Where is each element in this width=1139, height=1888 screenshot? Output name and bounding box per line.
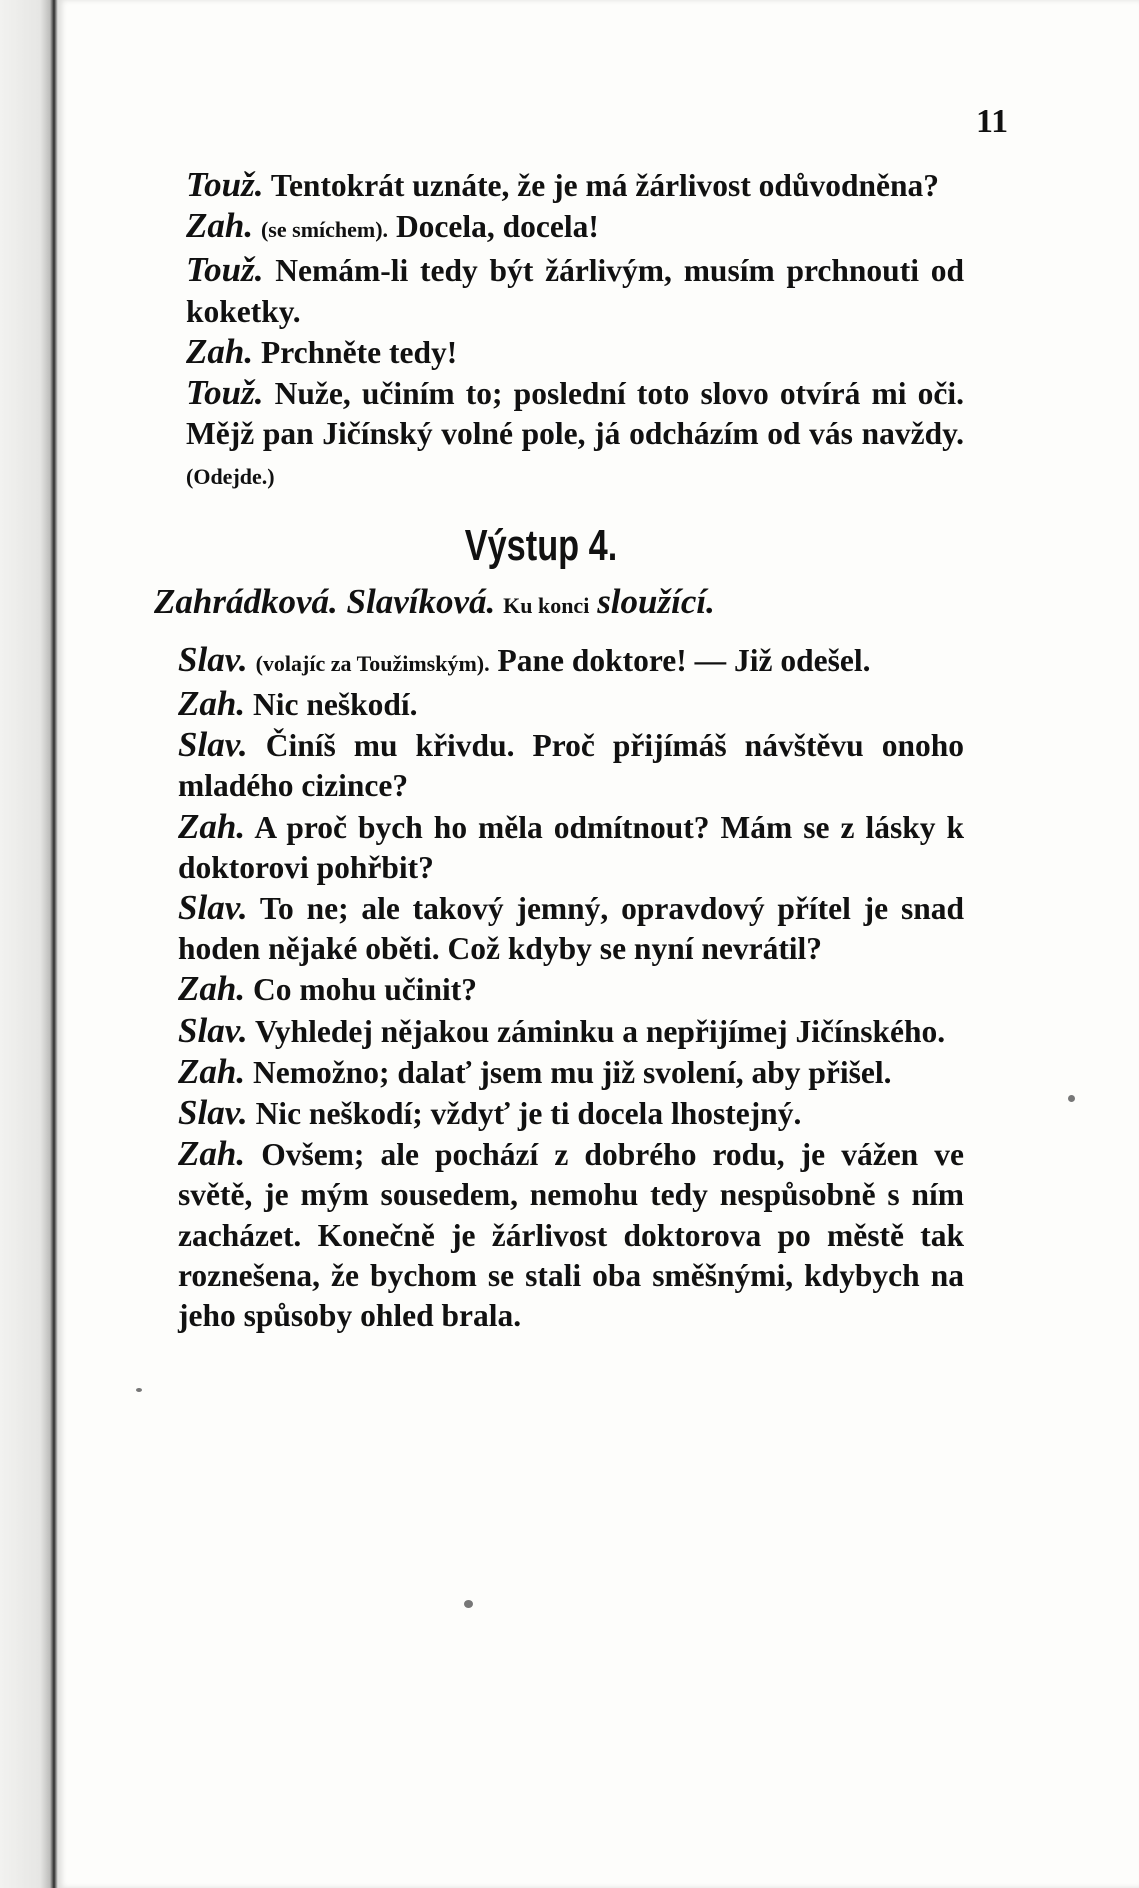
line-text: Tentokrát uznáte, že je má žárlivost odůvodněna? [270,168,940,203]
paper-speck [1068,1095,1075,1102]
page-number: 11 [976,103,1009,140]
cast-names: Zahrádková. Slavíková. [154,581,496,621]
line-text: Nemám-li tedy být žárlivým, musím prchnouti od koketky. [186,253,964,329]
speaker-name: Zah. [178,1134,246,1174]
dialogue-line [118,1093,964,1134]
dialogue-line [118,165,964,206]
line-text: Činíš mu křivdu. Proč přijímáš návštěvu onoho mladého cizince? [178,728,964,804]
dialogue-line [118,725,964,806]
dialogue-line [118,640,964,684]
stage-direction: (volajíc za Toužimským). [255,650,490,676]
speaker-name: Zah. [186,331,254,371]
line-text: Nic neškodí; vždyť je ti docela lhostejný. [255,1096,802,1132]
cast-note: Ku konci [503,592,590,618]
dialogue-line [118,1134,964,1336]
speaker-name: Slav. [178,725,248,765]
line-text: Co mohu učinit? [252,972,478,1008]
speaker-name: Touž. [186,250,264,290]
stage-direction: (se smíchem). [260,217,389,243]
line-text: Prchněte tedy! [260,334,458,370]
speaker-name: Touž. [186,373,264,413]
speaker-name: Slav. [178,639,248,679]
line-text: Docela, docela! [395,209,599,245]
scene-heading: Výstup 4. [464,520,618,570]
line-text: Nemožno; dalať jsem mu již svolení, aby přišel. [252,1054,892,1090]
book-spine-shadow [0,0,58,1888]
page-text [118,165,964,1336]
dialogue-line [118,206,964,250]
line-text: Nuže, učiním to; poslední toto slovo otvírá mi oči. Mějž pan Jičínský volné pole, já odcházím od vás navždy. [186,376,964,452]
speaker-name: Zah. [178,1051,246,1091]
speaker-name: Slav. [178,888,248,928]
speaker-name: Zah. [178,684,246,724]
dialogue-line [118,1011,964,1052]
paper-speck [464,1600,473,1608]
speaker-name: Slav. [178,1010,248,1050]
line-text: Ovšem; ale pochází z dobrého rodu, je vážen ve světě, je mým sousedem, nemohu tedy nespůsobně s ním zacházet. Konečně je žárlivost doktorova po městě tak roznešena, že bychom se stali oba směšnými, kdybych na jeho spůsoby ohled brala. [178,1137,964,1334]
line-text: A proč bych ho měla odmítnout? Mám se z lásky k doktorovi pohřbit? [178,809,965,885]
dialogue-line [118,888,964,969]
dialogue-line [118,807,964,888]
line-text: Vyhledej nějakou záminku a nepřijímej Jičínského. [255,1013,946,1049]
speaker-name: Touž. [186,165,264,204]
line-text: Pane doktore! — Již odešel. [497,642,871,678]
dialogue-line [118,332,964,373]
line-text: Nic neškodí. [252,687,418,723]
stage-direction-exit: (Odejde.) [186,464,275,490]
cast-extra: sloužící. [597,581,715,621]
scene-cast [118,582,964,626]
dialogue-line [118,1052,964,1093]
speaker-name: Slav. [178,1093,248,1133]
speaker-name: Zah. [186,206,254,246]
dialogue-line [118,250,964,331]
line-text: To ne; ale takový jemný, opravdový přítel je snad hoden nějaké oběti. Což kdyby se nyní nevrátil? [178,891,964,967]
dialogue-line [118,373,964,498]
speaker-name: Zah. [178,806,246,846]
paper-speck [136,1388,142,1392]
dialogue-line [118,684,964,725]
speaker-name: Zah. [178,969,246,1009]
dialogue-line [118,969,964,1010]
